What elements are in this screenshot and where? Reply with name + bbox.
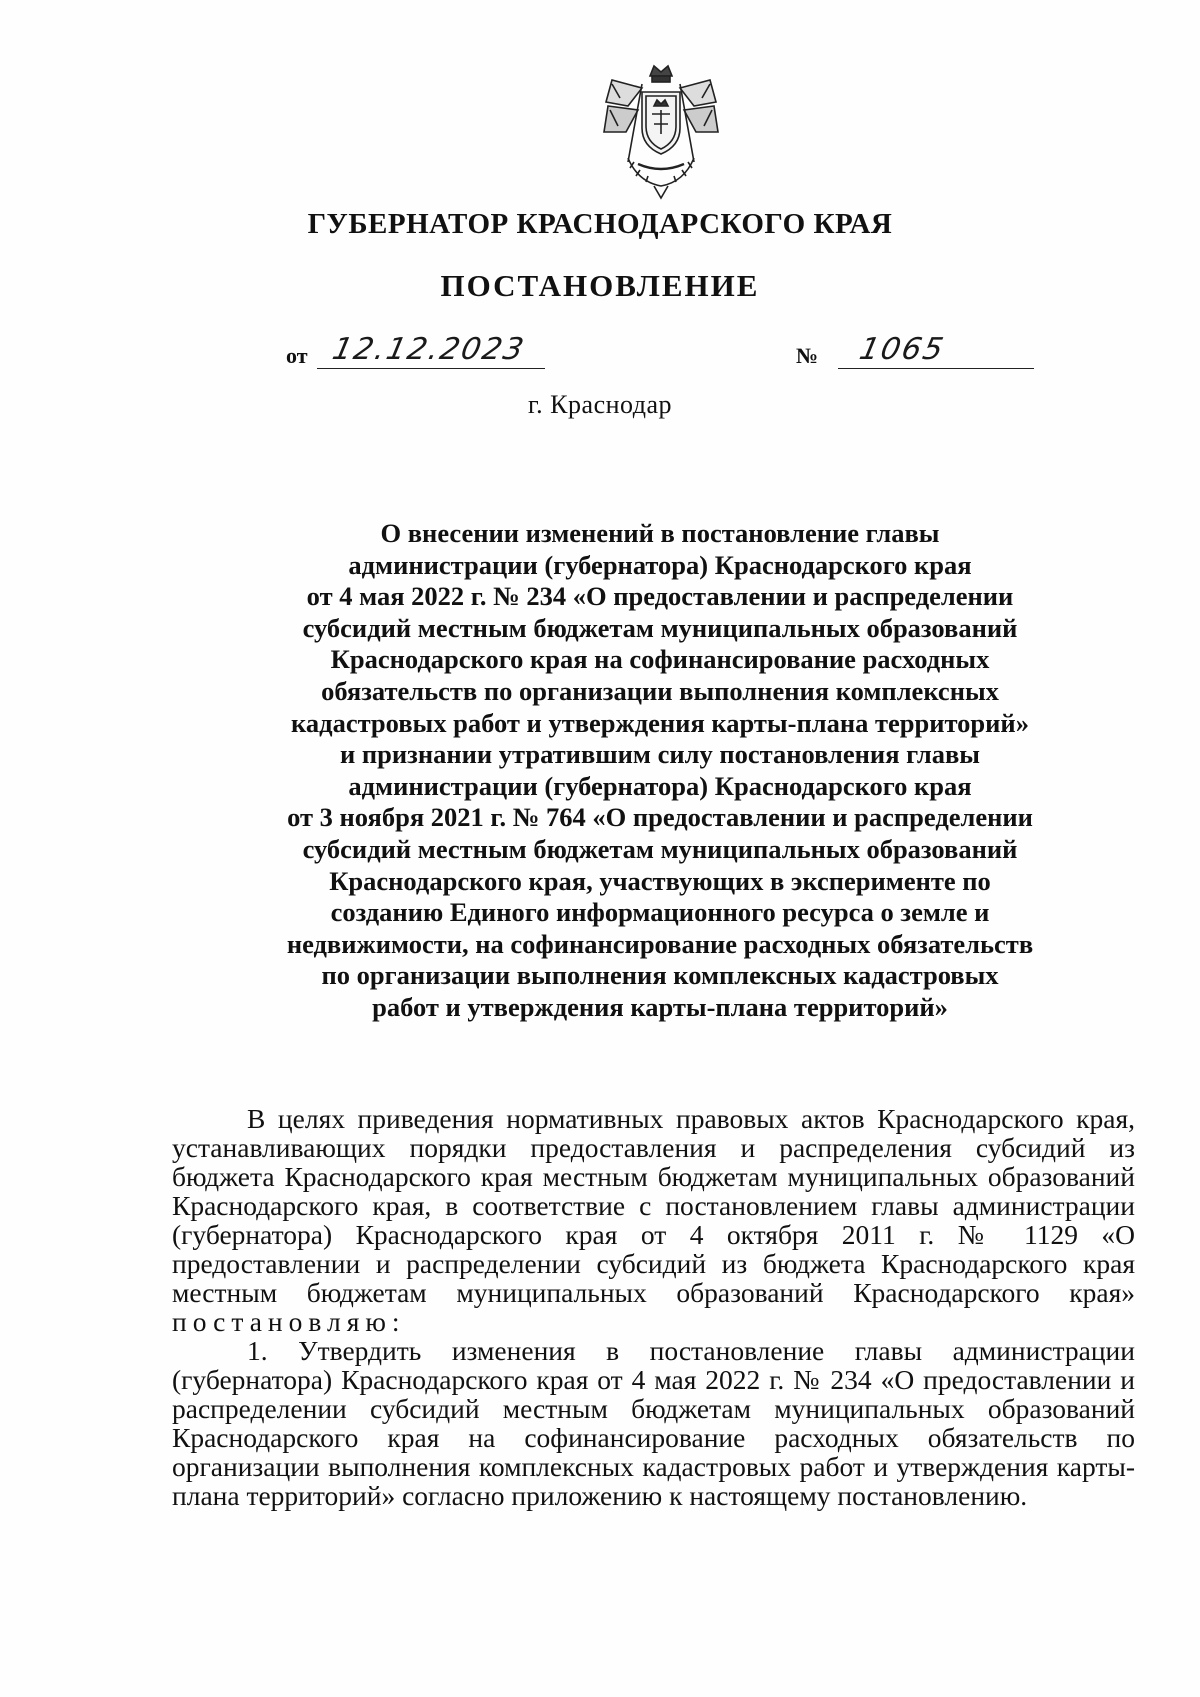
- preamble-text: В целях приведения нормативных правовых актов Краснодарского края, устанавливающих порядки предоставления и распределения субсидий из бюджета Краснодарского края местным бюджетам муниципальных образований Краснодарского края, в соответствие с постановлением главы администрации (губернатора) Краснодарского края от 4 октября 2011 г. № 1129 «О предоставлении и распределении субсидий из бюджета Краснодарского края местным бюджетам муниципальных образований Краснодарского края»: [172, 1103, 1135, 1308]
- title-line: Краснодарского края на софинансирование расходных: [330, 644, 990, 675]
- title-line: субсидий местным бюджетам муниципальных образований: [302, 612, 1018, 643]
- title-line: администрации (губернатора) Краснодарского края: [348, 549, 972, 580]
- title-line: обязательств по организации выполнения комплексных: [321, 675, 999, 706]
- title-line: О внесении изменений в постановление главы: [380, 518, 940, 548]
- title-line: кадастровых работ и утверждения карты-плана территорий»: [291, 707, 1029, 738]
- title-line: по организации выполнения комплексных кадастровых: [321, 960, 999, 991]
- title-line: недвижимости, на софинансирование расходных обязательств: [286, 928, 1034, 959]
- title-line: работ и утверждения карты-плана территорий»: [372, 991, 948, 1022]
- date-line: [286, 332, 545, 369]
- document-title: [200, 518, 1120, 1024]
- item-1-paragraph: 1. Утвердить изменения в постановление главы администрации (губернатора) Краснодарского края от 4 мая 2022 г. № 234 «О предоставлении и распределении субсидий местным бюджетам муниципальных образований Краснодарского края на софинансирование расходных обязательств по организации выполнения комплексных кадастровых работ и утверждения карты-плана территорий» согласно приложению к настоящему постановлению.: [172, 1335, 1135, 1511]
- title-line: и признании утратившим силу постановления главы: [340, 739, 980, 770]
- preamble-paragraph: [172, 1104, 1135, 1336]
- coat-of-arms-emblem: [598, 62, 724, 202]
- handwritten-date: 12.12.2023: [329, 332, 529, 367]
- decree-word: постановляю:: [172, 1306, 406, 1337]
- title-line: от 4 мая 2022 г. № 234 «О предоставлении и распределении: [306, 581, 1014, 612]
- number-line: [796, 332, 1034, 369]
- title-line: созданию Единого информационного ресурса о земле и: [330, 897, 990, 928]
- number-field: [838, 332, 1034, 369]
- title-line: администрации (губернатора) Краснодарского края: [348, 770, 972, 801]
- city-line: г. Краснодар: [527, 390, 673, 419]
- number-label: №: [796, 343, 819, 368]
- issuing-authority: ГУБЕРНАТОР КРАСНОДАРСКОГО КРАЯ: [307, 208, 893, 240]
- title-line: субсидий местным бюджетам муниципальных образований: [302, 833, 1018, 864]
- document-type: ПОСТАНОВЛЕНИЕ: [440, 268, 760, 303]
- handwritten-number: 1065: [855, 332, 948, 367]
- title-line: от 3 ноября 2021 г. № 764 «О предоставлении и распределении: [287, 802, 1033, 833]
- date-label: от: [286, 343, 308, 368]
- title-line: Краснодарского края, участвующих в эксперименте по: [329, 865, 991, 896]
- date-field: [317, 332, 545, 369]
- document-body: [172, 1104, 1135, 1510]
